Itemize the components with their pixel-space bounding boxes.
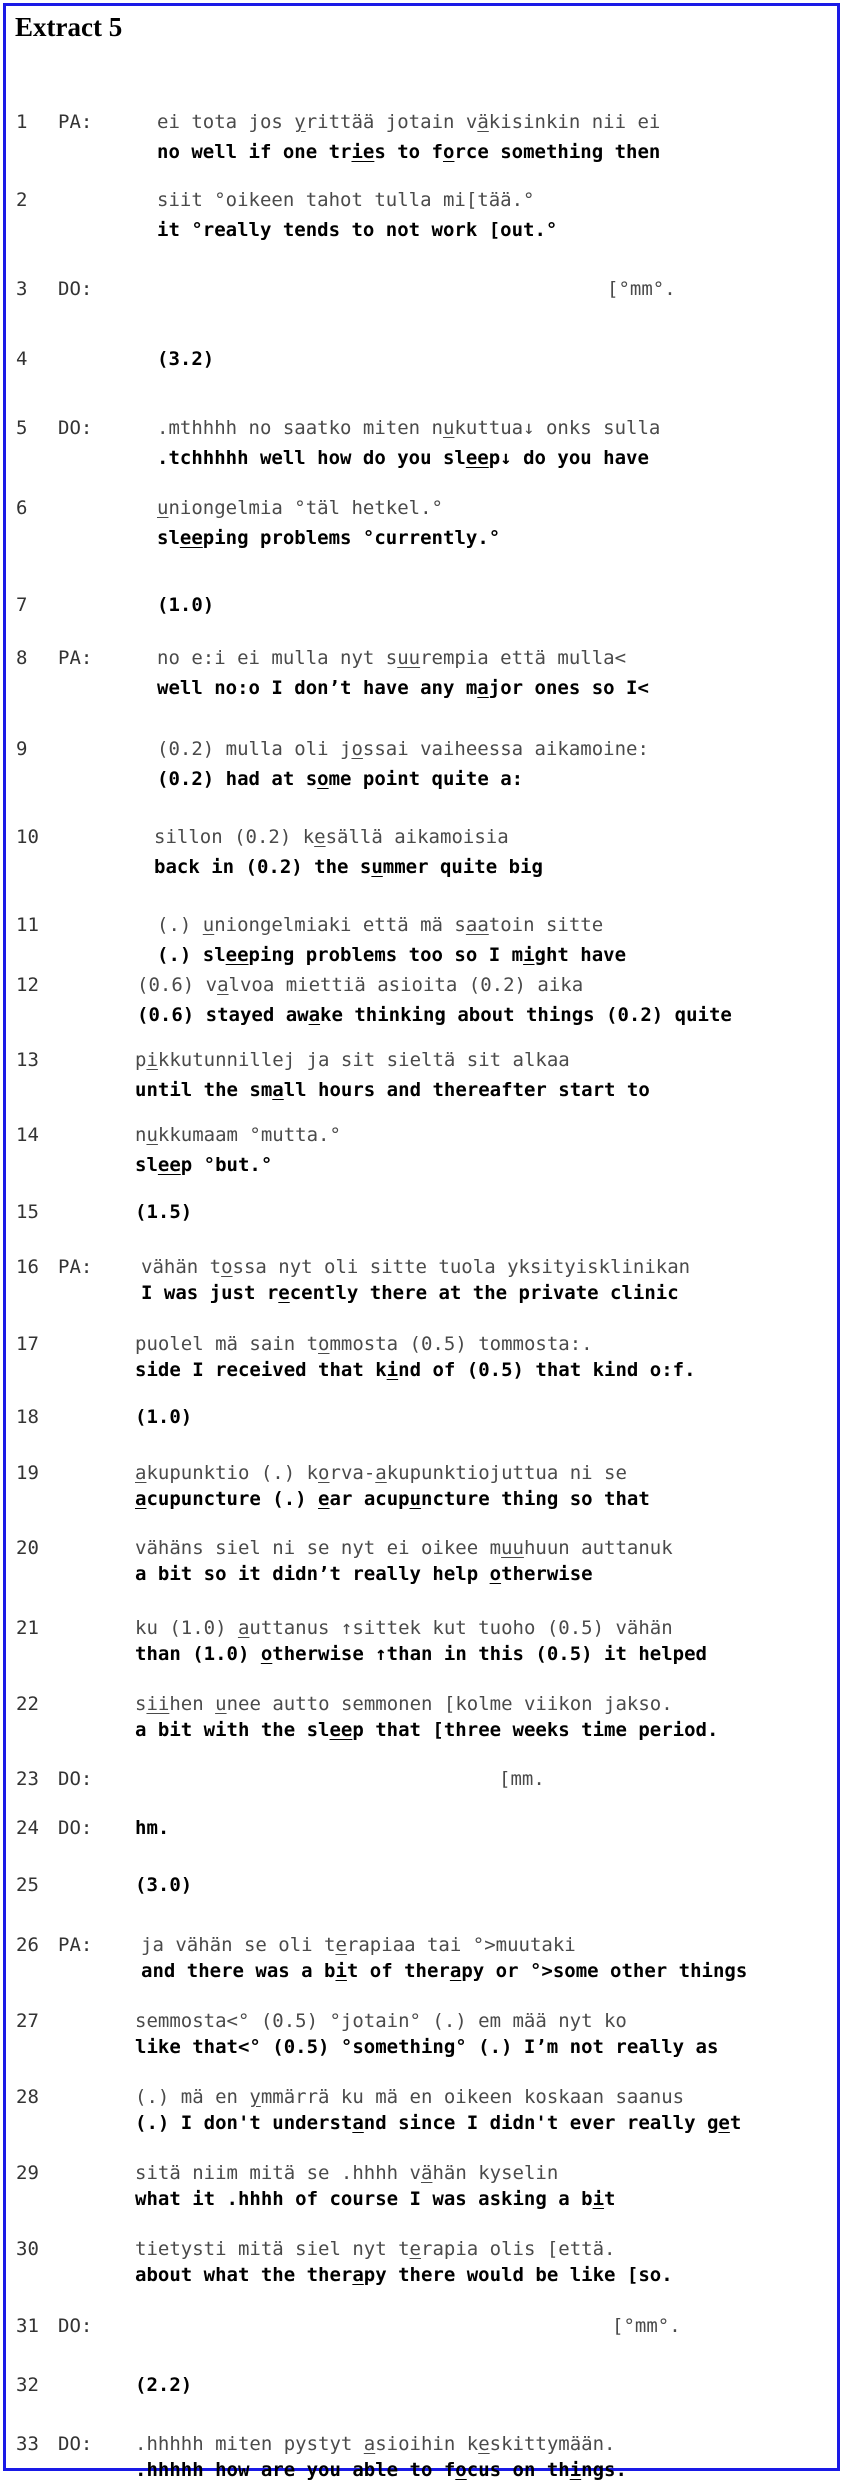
line-number: 8	[16, 647, 28, 669]
english-translation: until the small hours and thereafter start to	[135, 1079, 650, 1101]
pause-duration: (1.0)	[157, 594, 215, 616]
english-translation: (.) sleeping problems too so I might have	[157, 944, 627, 966]
finnish-line: [mm.	[499, 1768, 545, 1790]
english-translation: .tchhhhh well how do you sleep↓ do you have	[157, 447, 649, 469]
line-number: 10	[16, 826, 39, 848]
finnish-line: [°mm°.	[607, 278, 676, 300]
line-number: 23	[16, 1768, 39, 1790]
finnish-line: tietysti mitä siel nyt terapia olis [että.	[135, 2238, 616, 2260]
english-translation: what it .hhhh of course I was asking a bit	[135, 2188, 616, 2210]
line-number: 17	[16, 1333, 39, 1355]
english-translation: than (1.0) otherwise ↑than in this (0.5) it helped	[135, 1643, 707, 1665]
line-number: 4	[16, 348, 28, 370]
finnish-line: pikkutunnillej ja sit sieltä sit alkaa	[135, 1049, 570, 1071]
line-number: 7	[16, 594, 28, 616]
finnish-line: ja vähän se oli terapiaa tai °>muutaki	[141, 1934, 576, 1956]
english-translation: sleeping problems °currently.°	[157, 527, 501, 549]
line-number: 24	[16, 1817, 39, 1839]
finnish-line: semmosta<° (0.5) °jotain° (.) em mää nyt ko	[135, 2010, 627, 2032]
english-translation: .hhhhh how are you able to focus on things.	[135, 2459, 627, 2481]
english-translation: about what the therapy there would be like [so.	[135, 2264, 673, 2286]
speaker-label: PA:	[58, 1256, 93, 1278]
line-number: 26	[16, 1934, 39, 1956]
line-number: 12	[16, 974, 39, 996]
finnish-line: puolel mä sain tommosta (0.5) tommosta:.	[135, 1333, 593, 1355]
speaker-label: DO:	[58, 2315, 93, 2337]
finnish-line: siihen unee autto semmonen [kolme viikon jakso.	[135, 1693, 673, 1715]
line-number: 6	[16, 497, 28, 519]
finnish-line: siit °oikeen tahot tulla mi[tää.°	[157, 189, 535, 211]
finnish-line: (0.6) valvoa miettiä asioita (0.2) aika	[137, 974, 584, 996]
speaker-label: PA:	[58, 1934, 93, 1956]
line-number: 20	[16, 1537, 39, 1559]
line-number: 27	[16, 2010, 39, 2032]
finnish-line: uniongelmia °täl hetkel.°	[157, 497, 443, 519]
english-translation: (0.2) had at some point quite a:	[157, 768, 524, 790]
pause-duration: (2.2)	[135, 2374, 193, 2396]
speaker-label: DO:	[58, 2433, 93, 2455]
extract-frame	[3, 3, 840, 2481]
english-translation: (0.6) stayed awake thinking about things (0.2) quite	[137, 1004, 732, 1026]
pause-duration: (1.0)	[135, 1406, 193, 1428]
line-number: 29	[16, 2162, 39, 2184]
line-number: 25	[16, 1874, 39, 1896]
english-translation: a bit with the sleep that [three weeks time period.	[135, 1719, 719, 1741]
pause-duration: (1.5)	[135, 1201, 193, 1223]
speaker-label: DO:	[58, 1817, 93, 1839]
line-number: 2	[16, 189, 28, 211]
finnish-line: sillon (0.2) kesällä aikamoisia	[154, 826, 509, 848]
finnish-line: akupunktio (.) korva-akupunktiojuttua ni se	[135, 1462, 627, 1484]
line-number: 9	[16, 738, 28, 760]
finnish-line: vähäns siel ni se nyt ei oikee muuhuun auttanuk	[135, 1537, 673, 1559]
english-translation: like that<° (0.5) °something° (.) I’m not really as	[135, 2036, 719, 2058]
line-number: 22	[16, 1693, 39, 1715]
speaker-label: PA:	[58, 111, 93, 133]
english-translation: and there was a bit of therapy or °>some other things	[141, 1960, 748, 1982]
finnish-line: .mthhhh no saatko miten nukuttua↓ onks sulla	[157, 417, 661, 439]
line-number: 1	[16, 111, 28, 133]
finnish-line: vähän tossa nyt oli sitte tuola yksityisklinikan	[141, 1256, 691, 1278]
extract-title: Extract 5	[15, 12, 123, 42]
english-translation: side I received that kind of (0.5) that kind o:f.	[135, 1359, 696, 1381]
line-number: 16	[16, 1256, 39, 1278]
english-translation: (.) I don't understand since I didn't ever really get	[135, 2112, 742, 2134]
finnish-line: (0.2) mulla oli jossai vaiheessa aikamoine:	[157, 738, 649, 760]
line-number: 28	[16, 2086, 39, 2108]
english-translation: well no:o I don’t have any major ones so I<	[157, 677, 649, 699]
english-translation: acupuncture (.) ear acupuncture thing so that	[135, 1488, 650, 1510]
finnish-line: sitä niim mitä se .hhhh vähän kyselin	[135, 2162, 559, 2184]
line-number: 19	[16, 1462, 39, 1484]
speaker-label: DO:	[58, 417, 93, 439]
pause-duration: (3.2)	[157, 348, 215, 370]
line-number: 14	[16, 1124, 39, 1146]
line-number: 11	[16, 914, 39, 936]
finnish-line: [°mm°.	[612, 2315, 681, 2337]
line-number: 3	[16, 278, 28, 300]
line-number: 21	[16, 1617, 39, 1639]
finnish-line: no e:i ei mulla nyt suurempia että mulla<	[157, 647, 627, 669]
finnish-line: .hhhhh miten pystyt asioihin keskittymään.	[135, 2433, 616, 2455]
line-number: 31	[16, 2315, 39, 2337]
finnish-line: (.) uniongelmiaki että mä saatoin sitte	[157, 914, 604, 936]
english-translation: a bit so it didn’t really help otherwise	[135, 1563, 593, 1585]
finnish-line: ei tota jos yrittää jotain väkisinkin nii ei	[157, 111, 661, 133]
line-number: 13	[16, 1049, 39, 1071]
english-translation: no well if one tries to force something then	[157, 141, 661, 163]
english-translation: hm.	[135, 1817, 170, 1839]
finnish-line: (.) mä en ymmärrä ku mä en oikeen koskaan saanus	[135, 2086, 685, 2108]
english-translation: back in (0.2) the summer quite big	[154, 856, 543, 878]
english-translation: it °really tends to not work [out.°	[157, 219, 558, 241]
line-number: 30	[16, 2238, 39, 2260]
pause-duration: (3.0)	[135, 1874, 193, 1896]
line-number: 5	[16, 417, 28, 439]
speaker-label: PA:	[58, 647, 93, 669]
speaker-label: DO:	[58, 1768, 93, 1790]
line-number: 33	[16, 2433, 39, 2455]
english-translation: I was just recently there at the private clinic	[141, 1282, 679, 1304]
finnish-line: nukkumaam °mutta.°	[135, 1124, 341, 1146]
line-number: 32	[16, 2374, 39, 2396]
english-translation: sleep °but.°	[135, 1154, 273, 1176]
line-number: 15	[16, 1201, 39, 1223]
speaker-label: DO:	[58, 278, 93, 300]
finnish-line: ku (1.0) auttanus ↑sittek kut tuoho (0.5) vähän	[135, 1617, 673, 1639]
line-number: 18	[16, 1406, 39, 1428]
